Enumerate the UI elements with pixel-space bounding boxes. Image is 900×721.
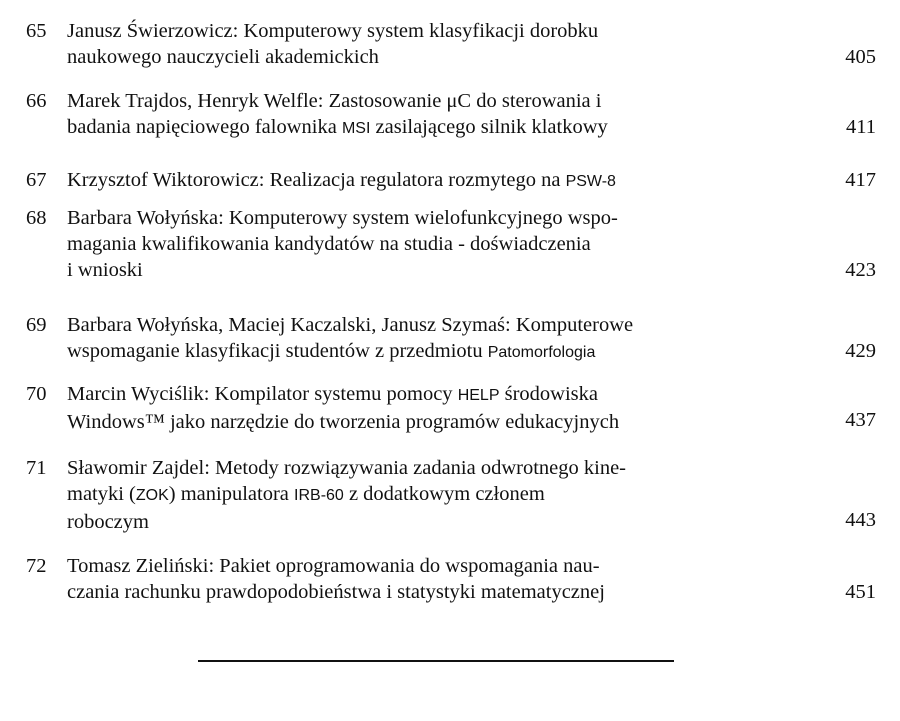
entry-number: 72 — [26, 555, 47, 577]
page-number: 411 — [846, 116, 876, 138]
title-line: Janusz Świerzowicz: Komputerowy system klasyfikacji dorobku — [67, 20, 599, 42]
title-line: naukowego nauczycieli akademickich — [67, 46, 379, 68]
title-line: czania rachunku prawdopodobieństwa i statystyki matematycznej — [67, 581, 605, 603]
title-line: matyki (ZOK) manipulatora IRB-60 z dodatkowym członem — [67, 483, 545, 505]
entry-title — [67, 455, 787, 535]
page-number: 405 — [845, 46, 876, 68]
entry-number: 69 — [26, 314, 47, 336]
title-line: Windows™ jako narzędzie do tworzenia programów edukacyjnych — [67, 411, 620, 433]
title-line: Marcin Wyciślik: Kompilator systemu pomocy HELP środowiska — [67, 383, 598, 405]
entry-number: 71 — [26, 457, 47, 479]
entry-number: 70 — [26, 383, 47, 405]
page-number: 437 — [845, 409, 876, 431]
entry-title — [67, 18, 787, 70]
title-line: badania napięciowego falownika MSI zasilającego silnik klatkowy — [67, 116, 608, 138]
page-number: 451 — [845, 581, 876, 603]
title-line: Barbara Wołyńska: Komputerowy system wielofunkcyjnego wspo- — [67, 207, 618, 229]
title-line: roboczym — [67, 511, 149, 533]
entry-number: 65 — [26, 20, 47, 42]
entry-title — [67, 88, 787, 142]
title-line: Marek Trajdos, Henryk Welfle: Zastosowanie μC do sterowania i — [67, 90, 602, 112]
title-line: wspomaganie klasyfikacji studentów z przedmiotu Patomorfologia — [67, 340, 596, 362]
title-line: magania kwalifikowania kandydatów na studia - doświadczenia — [67, 233, 591, 255]
page-number: 417 — [845, 169, 876, 191]
title-line: Barbara Wołyńska, Maciej Kaczalski, Janusz Szymaś: Komputerowe — [67, 314, 634, 336]
title-line: Tomasz Zieliński: Pakiet oprogramowania do wspomagania nau- — [67, 555, 600, 577]
entry-title — [67, 553, 787, 605]
entry-number: 67 — [26, 169, 47, 191]
entry-title — [67, 167, 787, 195]
entry-title — [67, 381, 787, 435]
page-number: 423 — [845, 259, 876, 281]
page-number: 443 — [845, 509, 876, 531]
entry-title — [67, 312, 787, 366]
entry-title — [67, 205, 787, 283]
title-line: i wnioski — [67, 259, 143, 281]
entry-number: 66 — [26, 90, 47, 112]
entry-number: 68 — [26, 207, 47, 229]
title-line: Sławomir Zajdel: Metody rozwiązywania zadania odwrotnego kine- — [67, 457, 627, 479]
page-number: 429 — [845, 340, 876, 362]
title-line: Krzysztof Wiktorowicz: Realizacja regulatora rozmytego na PSW-8 — [67, 169, 616, 191]
end-rule-divider — [198, 660, 674, 662]
